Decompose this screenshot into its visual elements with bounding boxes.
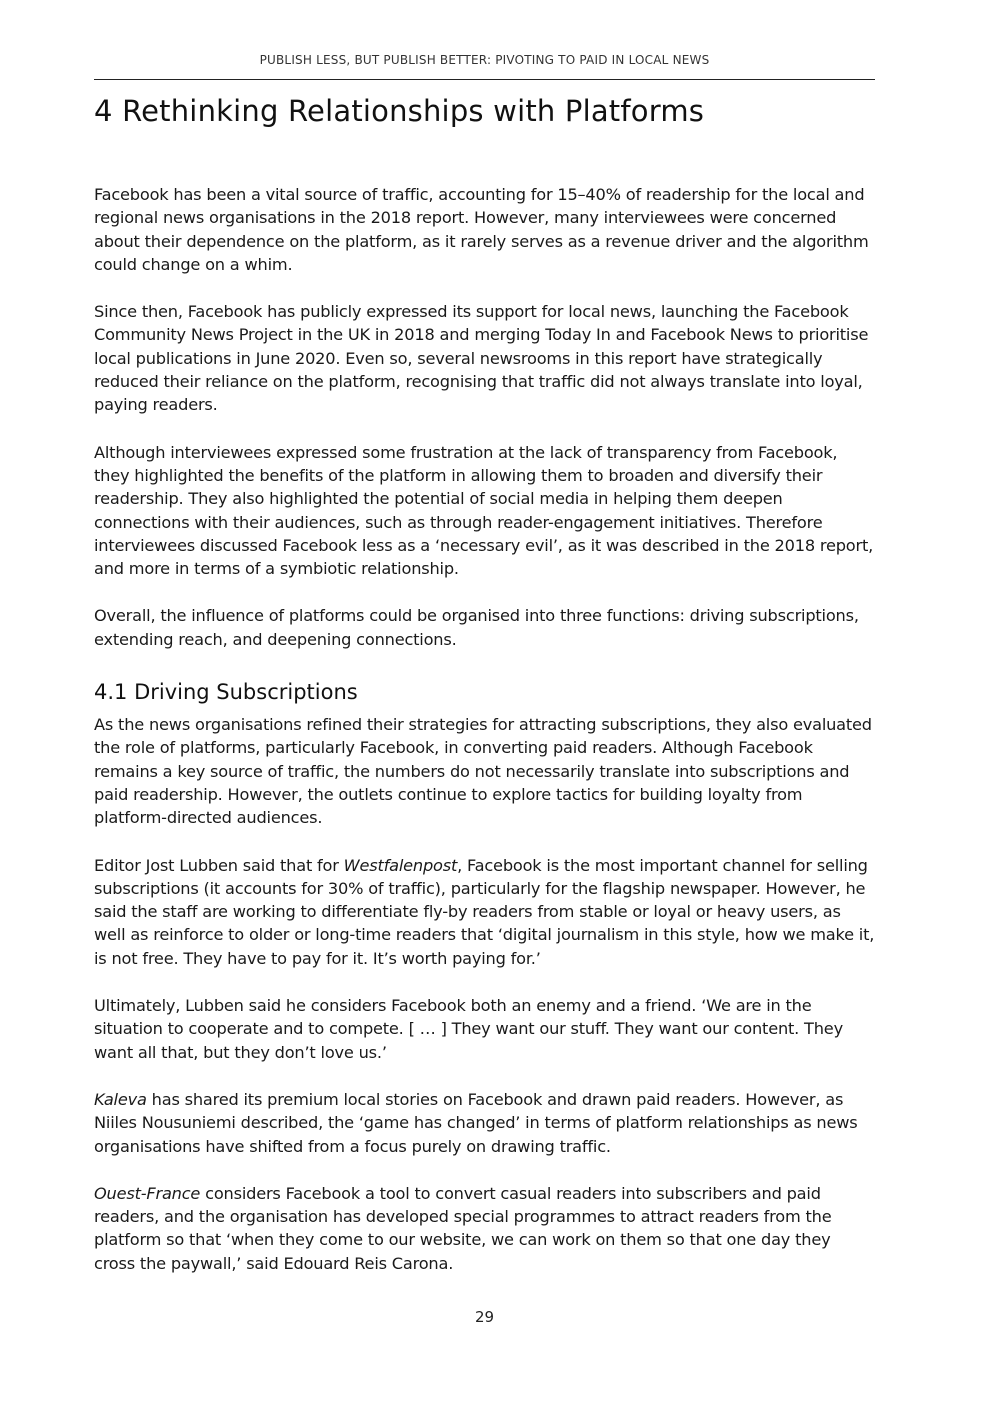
section-paragraph-3: Ultimately, Lubben said he considers Facebook both an enemy and a friend. ‘We are in the situation to cooperate and to compete. [ … ] They want our stuff. They want our content. They want all that, but they don’t love us.’ [94, 996, 843, 1062]
running-head: PUBLISH LESS, BUT PUBLISH BETTER: PIVOTING TO PAID IN LOCAL NEWS [259, 53, 710, 67]
publication-name: Ouest-France [94, 1183, 201, 1203]
paragraph-2: Since then, Facebook has publicly expressed its support for local news, launching the Facebook Community News Project in the UK in 2018 and merging Today In and Facebook News to prioritise local publications in June 2020. Even so, several newsrooms in this report have strategically reduced their reliance on the platform, recognising that traffic did not always translate into loyal, paying readers. [94, 302, 869, 415]
page-number: 29 [474, 1308, 495, 1326]
paragraph-3: Although interviewees expressed some frustration at the lack of transparency from Facebook, they highlighted the benefits of the platform in allowing them to broaden and diversify their readership. They also highlighted the potential of social media in helping them deepen connections with their audiences, such as through reader-engagement initiatives. Therefore interviewees discussed Facebook less as a ‘necessary evil’, as it was described in the 2018 report, and more in terms of a symbiotic relationship. [94, 442, 874, 579]
paragraph-rest-text: considers Facebook a tool to convert casual readers into subscribers and paid readers, and the organisation has developed special programmes to attract readers from the platform so that ‘when they come to our website, we can work on them so that one day they cross the paywall,’ said Edouard Reis Carona. [94, 1183, 832, 1273]
body-text [94, 183, 875, 1299]
section-paragraph-4 [94, 1088, 875, 1158]
section-paragraph-1: As the news organisations refined their strategies for attracting subscriptions, they also evaluated the role of platforms, particularly Facebook, in converting paid readers. Although Facebook remains a key source of traffic, the numbers do not necessarily translate into subscriptions and paid readership. However, the outlets continue to explore tactics for building loyalty from platform-directed audiences. [94, 715, 872, 828]
section-paragraph-5 [94, 1182, 875, 1275]
section-title: 4.1 Driving Subscriptions [94, 680, 358, 705]
paragraph-rest-text: , Facebook is the most important channel for selling subscriptions (it accounts for 30% of traffic), particularly for the flagship newspaper. However, he said the staff are working to differentiate fly-by readers from stable or loyal or heavy users, as well as reinforce to older or long-time readers that ‘digital journalism in this style, how we make it, is not free. They have to pay for it. It’s worth paying for.’ [94, 855, 875, 968]
header-divider [94, 79, 875, 80]
paragraph-4: Overall, the influence of platforms could be organised into three functions: driving subscriptions, extending reach, and deepening connections. [94, 606, 859, 649]
chapter-title: 4 Rethinking Relationships with Platforms [94, 94, 705, 128]
section-paragraph-2 [94, 854, 875, 970]
publication-name: Kaleva [94, 1089, 147, 1109]
paragraph-lead-text: Editor Jost Lubben said that for [94, 855, 344, 875]
paragraph-rest-text: has shared its premium local stories on Facebook and drawn paid readers. However, as Niiles Nousuniemi described, the ‘game has changed’ in terms of platform relationships as news organisations have shifted from a focus purely on drawing traffic. [94, 1089, 858, 1156]
publication-name: Westfalenpost [343, 855, 458, 875]
paragraph-1: Facebook has been a vital source of traffic, accounting for 15–40% of readership for the local and regional news organisations in the 2018 report. However, many interviewees were concerned about their dependence on the platform, as it rarely serves as a revenue driver and the algorithm could change on a whim. [94, 185, 869, 274]
